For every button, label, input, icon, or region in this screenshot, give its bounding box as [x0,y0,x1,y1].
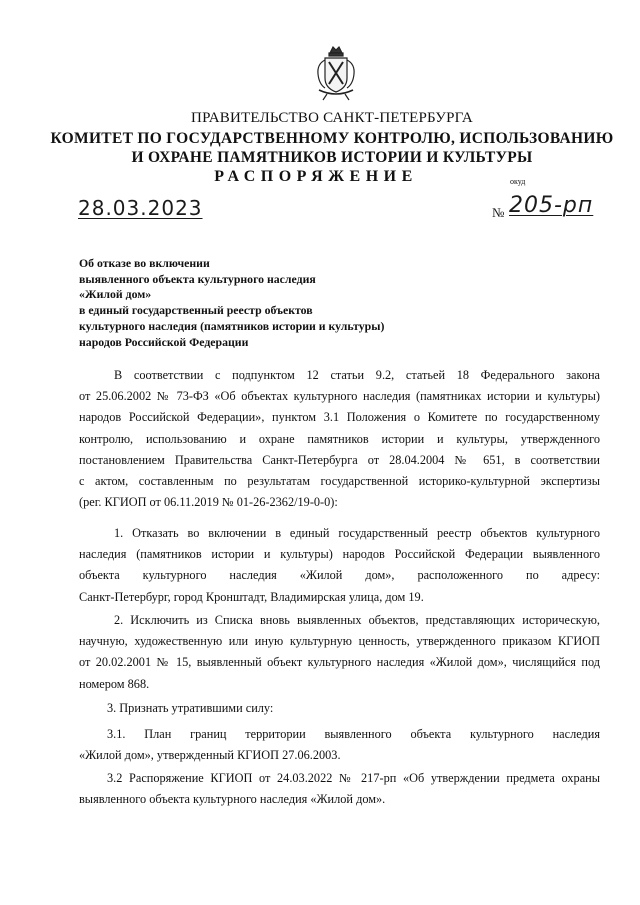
subject-line: культурного наследия (памятников истории и культуры) [79,318,385,333]
document-subject [79,256,384,350]
item-1-paragraph [79,523,600,608]
item-3-paragraph [79,698,600,719]
subject-line: Об отказе во включении [79,256,210,270]
subject-line: в единый государственный реестр объектов [79,303,313,318]
item-3-2-paragraph [79,768,600,810]
okud-label: окуд [510,177,526,186]
body-line: народов Российской Федерации», пунктом 3.1 Положения о Комитете по государственному [79,410,600,425]
committee-title-line-2: И ОХРАНЕ ПАМЯТНИКОВ ИСТОРИИ И КУЛЬТУРЫ [131,149,533,166]
body-line: от 20.02.2001 № 15, выявленный объект культурного наследия «Жилой дом», числящийся под [79,655,600,670]
body-line: с актом, составленным по результатам государственной историко-культурной экспертизы [79,473,600,488]
body-line: постановлением Правительства Санкт-Петербурга от 28.04.2004 № 651, в соответствии [79,452,600,467]
body-line: объекта культурного наследия «Жилой дом», расположенного по адресу: [79,568,600,583]
body-line: от 25.06.2002 № 73-ФЗ «Об объектах культурного наследия (памятниках истории и культуры) [79,389,600,404]
number-sign: № [492,205,505,220]
body-line: наследия (памятников истории и культуры) народов Российской Федерации выявленного [79,547,600,562]
item-3-1-paragraph [79,724,600,766]
committee-title-line-1: КОМИТЕТ ПО ГОСУДАРСТВЕННОМУ КОНТРОЛЮ, ИСПОЛЬЗОВАНИЮ [50,130,614,147]
body-line: 3. Признать утратившими силу: [107,701,274,715]
body-line: В соответствии с подпунктом 12 статьи 9.2, статьей 18 Федерального закона [114,368,600,382]
subject-line: «Жилой дом» [79,287,152,302]
body-line: номером 868. [79,676,150,691]
body-line: 3.1. План границ территории выявленного объекта культурного наследия [107,727,600,741]
government-title: ПРАВИТЕЛЬСТВО САНКТ-ПЕТЕРБУРГА [191,110,473,126]
subject-line: выявленного объекта культурного наследия [79,271,316,286]
handwritten-date: 28.03.2023 [78,196,203,220]
body-line: Санкт-Петербург, город Кронштадт, Владимирская улица, дом 19. [79,589,424,604]
preamble-paragraph [79,365,600,513]
subject-line: народов Российской Федерации [79,334,249,349]
body-line: 2. Исключить из Списка вновь выявленных объектов, представляющих историческую, [114,613,600,627]
body-line: «Жилой дом», утвержденный КГИОП 27.06.2003. [79,748,341,763]
body-line: 3.2 Распоряжение КГИОП от 24.03.2022 № 217-рп «Об утверждении предмета охраны [107,771,600,785]
body-line: научную, художественную или иную культурную ценность, утвержденного приказом КГИОП [79,634,600,649]
item-2-paragraph [79,610,600,695]
coat-of-arms-emblem [313,44,359,102]
body-line: 1. Отказать во включении в единый государственный реестр объектов культурного [114,526,600,540]
handwritten-document-number: 205-рп [509,193,594,218]
body-line: (рег. КГИОП от 06.11.2019 № 01-26-2362/19-0-0): [79,495,338,510]
body-line: контролю, использованию и охране памятников истории и культуры, утвержденного [79,431,600,446]
document-type-heading: РАСПОРЯЖЕНИЕ [214,168,418,185]
body-line: выявленного объекта культурного наследия «Жилой дом». [79,792,386,807]
